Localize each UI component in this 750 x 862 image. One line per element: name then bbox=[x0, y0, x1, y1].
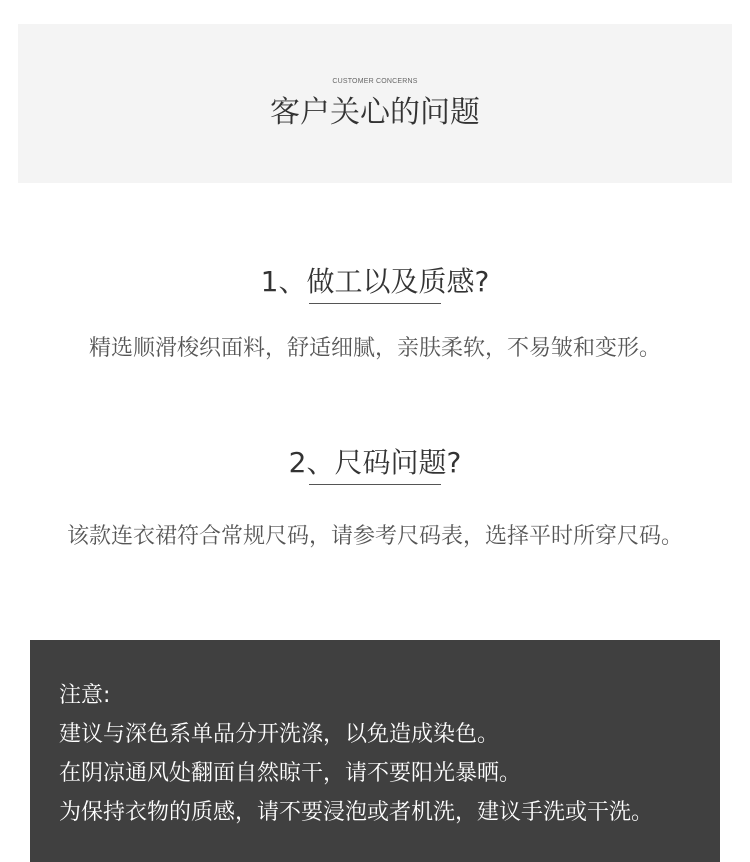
header-banner bbox=[18, 24, 732, 183]
question-1-heading bbox=[0, 264, 750, 300]
question-1-title: 1、做工以及质感? bbox=[260, 265, 490, 298]
question-2-answer: 该款连衣裙符合常规尺码，请参考尺码表，选择平时所穿尺码。 bbox=[66, 524, 683, 549]
note-label: 注意: bbox=[59, 683, 111, 708]
question-2-heading bbox=[0, 445, 750, 481]
question-1-underline bbox=[309, 303, 441, 304]
page-title: 客户关心的问题 bbox=[270, 95, 480, 130]
note-line-2: 在阴凉通风处翻面自然晾干，请不要阳光暴晒。 bbox=[59, 761, 522, 786]
note-line-3: 为保持衣物的质感，请不要浸泡或者机洗，建议手洗或干洗。 bbox=[59, 800, 654, 825]
question-1-answer: 精选顺滑梭织面料，舒适细腻，亲肤柔软，不易皱和变形。 bbox=[88, 336, 661, 361]
note-line-1: 建议与深色系单品分开洗涤，以免造成染色。 bbox=[59, 722, 500, 747]
care-note-box bbox=[30, 640, 720, 862]
question-2-underline bbox=[309, 484, 441, 485]
header-eyebrow: CUSTOMER CONCERNS bbox=[332, 78, 418, 85]
question-2-title: 2、尺码问题? bbox=[288, 446, 462, 479]
